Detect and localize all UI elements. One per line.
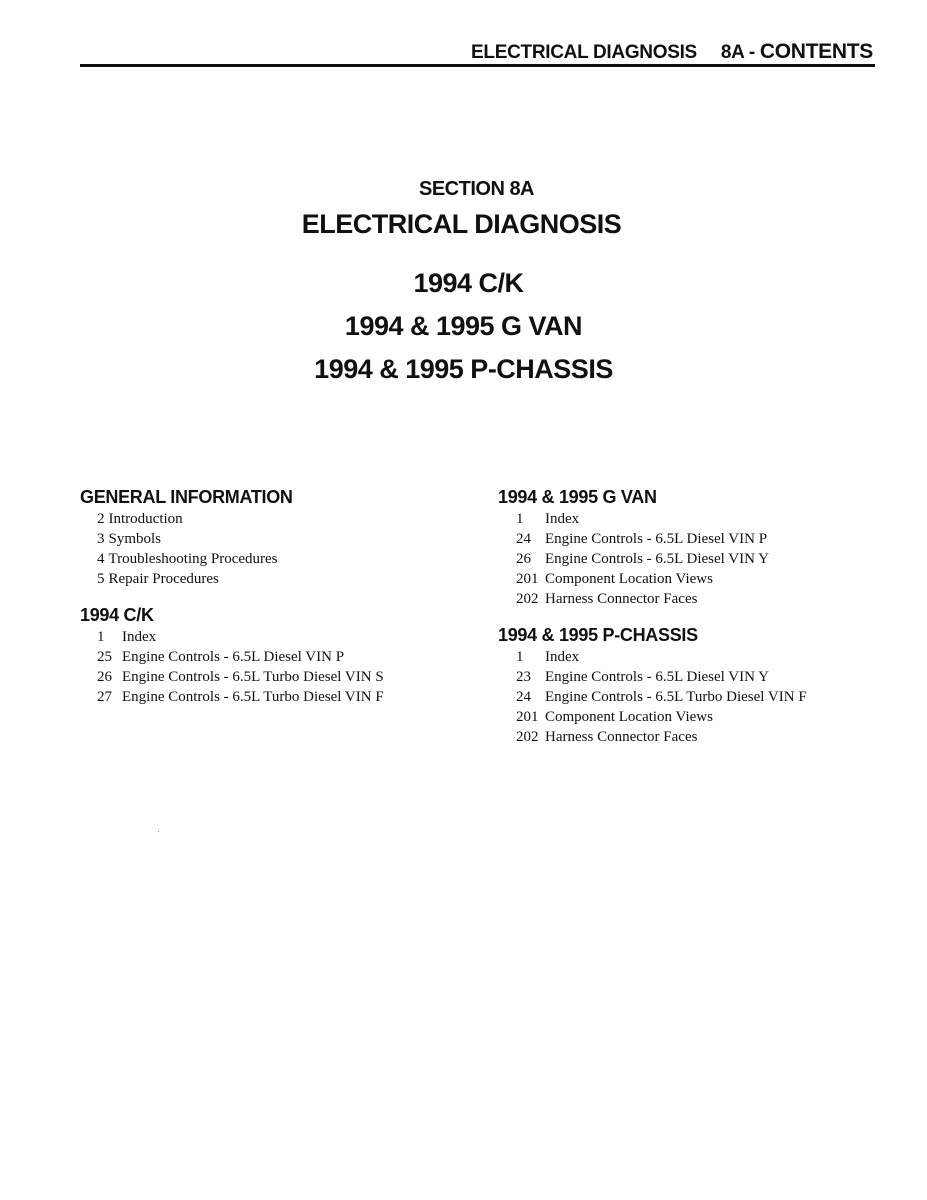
toc-entry[interactable]	[516, 529, 878, 549]
toc-entry-label: Engine Controls - 6.5L Diesel VIN P	[122, 649, 345, 665]
toc-entry[interactable]	[97, 529, 460, 549]
toc-entry-label: Engine Controls - 6.5L Diesel VIN Y	[545, 669, 769, 685]
toc-group-ck	[80, 603, 460, 707]
toc-entry[interactable]	[97, 687, 460, 707]
toc-list	[80, 627, 460, 707]
toc-entry-number: 5	[97, 571, 105, 587]
toc-entry-number: 202	[516, 729, 539, 745]
toc-entry-number: 1	[516, 649, 524, 665]
toc-group-pchassis	[498, 623, 878, 747]
toc-entry-label: Repair Procedures	[108, 571, 219, 587]
toc-entry-number: 202	[516, 591, 539, 607]
toc-entry-label: Engine Controls - 6.5L Turbo Diesel VIN S	[122, 669, 384, 685]
toc-group-heading: 1994 C/K	[80, 605, 154, 625]
toc-entry-label: Harness Connector Faces	[545, 729, 698, 745]
toc-left-column	[80, 485, 460, 707]
toc-entry-number: 201	[516, 709, 539, 725]
toc-entry-number: 23	[516, 669, 531, 685]
header-section-name: ELECTRICAL DIAGNOSIS	[471, 42, 697, 63]
toc-entry-label: Engine Controls - 6.5L Diesel VIN P	[545, 531, 768, 547]
toc-entry[interactable]	[516, 667, 878, 687]
toc-entry-label: Harness Connector Faces	[545, 591, 698, 607]
toc-entry[interactable]	[516, 569, 878, 589]
toc-group-general	[80, 485, 460, 589]
toc-entry[interactable]	[516, 589, 878, 609]
toc-entry[interactable]	[97, 569, 460, 589]
title-block	[0, 178, 927, 385]
header-page-kind: CONTENTS	[759, 40, 873, 63]
toc-group-heading: 1994 & 1995 P-CHASSIS	[498, 625, 698, 645]
toc-entry-number: 24	[516, 531, 531, 547]
toc-entry-number: 1	[97, 629, 105, 645]
toc-entry-number: 3	[97, 531, 105, 547]
toc-entry[interactable]	[97, 667, 460, 687]
header-rule	[80, 64, 875, 67]
toc-entry[interactable]	[97, 647, 460, 667]
model-line: 1994 & 1995 P-CHASSIS	[314, 354, 613, 384]
toc-entry-label: Troubleshooting Procedures	[108, 551, 278, 567]
toc-group-gvan	[498, 485, 878, 609]
toc-entry[interactable]	[97, 549, 460, 569]
toc-entry-label: Index	[122, 629, 157, 645]
toc-entry[interactable]	[516, 647, 878, 667]
toc-entry-number: 26	[97, 669, 112, 685]
header-separator: -	[748, 42, 755, 63]
toc-entry-label: Component Location Views	[545, 709, 713, 725]
model-line: 1994 & 1995 G VAN	[344, 311, 583, 341]
toc-entry-number: 24	[516, 689, 531, 705]
toc-entry-label: Introduction	[108, 511, 183, 527]
toc-entry-number: 1	[516, 511, 524, 527]
toc-entry[interactable]	[97, 509, 460, 529]
toc-entry-number: 27	[97, 689, 112, 705]
running-header	[471, 40, 873, 64]
toc-list	[80, 509, 460, 589]
toc-entry[interactable]	[516, 707, 878, 727]
toc-entry[interactable]	[516, 509, 878, 529]
toc-entry-number: 26	[516, 551, 531, 567]
toc-entry-number: 4	[97, 551, 105, 567]
toc-entry-label: Component Location Views	[545, 571, 713, 587]
toc-entry-label: Index	[545, 511, 580, 527]
toc-group-heading: GENERAL INFORMATION	[80, 487, 293, 507]
toc-entry[interactable]	[516, 687, 878, 707]
toc-group-heading: 1994 & 1995 G VAN	[498, 487, 657, 507]
toc-list	[498, 509, 878, 609]
toc-entry-number: 25	[97, 649, 112, 665]
toc-entry-number: 201	[516, 571, 539, 587]
toc-entry-number: 2	[97, 511, 105, 527]
section-label: SECTION 8A	[418, 178, 535, 200]
toc-entry-label: Engine Controls - 6.5L Turbo Diesel VIN F	[545, 689, 807, 705]
toc-entry[interactable]	[97, 627, 460, 647]
scan-speck	[158, 831, 159, 832]
toc-right-column	[498, 485, 878, 747]
toc-entry-label: Symbols	[108, 531, 162, 547]
toc-entry[interactable]	[516, 549, 878, 569]
toc-list	[498, 647, 878, 747]
header-section-code: 8A	[720, 42, 744, 63]
model-line: 1994 C/K	[413, 268, 524, 298]
toc-entry[interactable]	[516, 727, 878, 747]
toc-entry-label: Engine Controls - 6.5L Diesel VIN Y	[545, 551, 769, 567]
toc-entry-label: Engine Controls - 6.5L Turbo Diesel VIN F	[122, 689, 384, 705]
section-title: ELECTRICAL DIAGNOSIS	[301, 209, 622, 239]
toc-entry-label: Index	[545, 649, 580, 665]
